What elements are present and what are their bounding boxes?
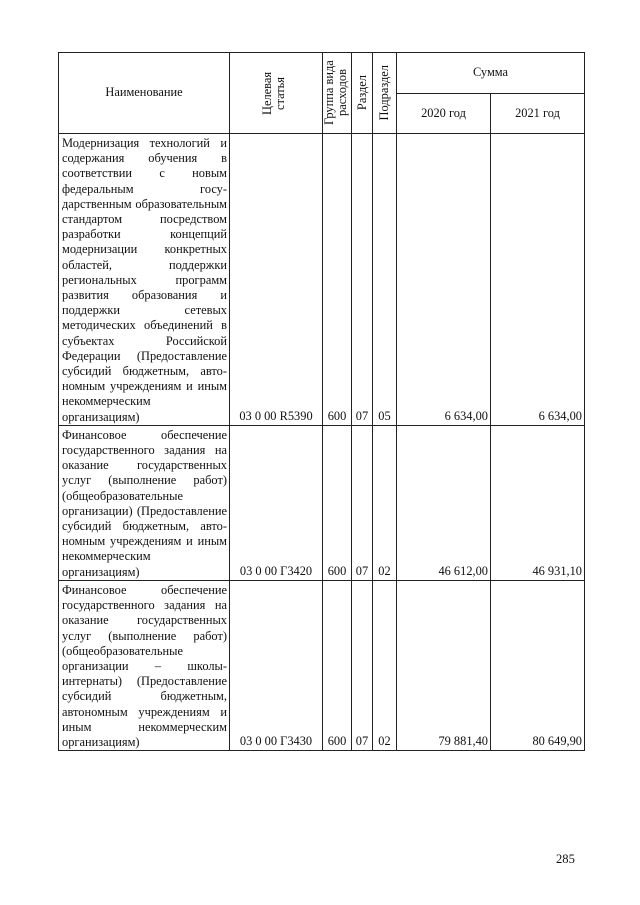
row-sum-2021: 46 931,10 xyxy=(491,425,585,580)
header-year-2021: 2021 год xyxy=(491,94,585,134)
row-target: 03 0 00 Г3430 xyxy=(230,580,323,750)
table-row xyxy=(59,134,585,426)
header-group: Группа вида расходов xyxy=(323,53,352,134)
row-sum-2020: 79 881,40 xyxy=(397,580,491,750)
header-section: Раздел xyxy=(352,53,373,134)
page-number: 285 xyxy=(556,852,575,866)
row-subsection: 02 xyxy=(373,580,397,750)
row-name: Финансовое обеспечение государственного задания на оказание государственных услуг (выполнение работ) (общеобразовательные организации – школы-интернаты) (Предоставление субсидий бюджетным, автономным учреждениям и иным некоммерческим организациям) xyxy=(59,580,230,750)
row-section: 07 xyxy=(352,134,373,426)
row-sum-2020: 46 612,00 xyxy=(397,425,491,580)
row-sum-2020: 6 634,00 xyxy=(397,134,491,426)
table-row xyxy=(59,425,585,580)
header-target: Целевая статья xyxy=(230,53,323,134)
row-sum-2021: 80 649,90 xyxy=(491,580,585,750)
row-group: 600 xyxy=(323,134,352,426)
budget-table xyxy=(58,52,585,751)
table-row xyxy=(59,580,585,750)
row-subsection: 02 xyxy=(373,425,397,580)
budget-table-page xyxy=(58,52,584,751)
row-section: 07 xyxy=(352,580,373,750)
row-subsection: 05 xyxy=(373,134,397,426)
header-name: Наименование xyxy=(59,53,230,134)
row-name: Модернизация технологий и содержания обучения в соответствии с новым федеральным государственным образовательным стандартом посредством разработки концепций модернизации конкретных областей, поддержки региональных программ развития образования и поддержки сетевых методических объединений в субъектах Российской Федерации (Предоставление субсидий бюджетным, автономным учреждениям и иным некоммерческим организациям) xyxy=(59,134,230,426)
header-year-2020: 2020 год xyxy=(397,94,491,134)
header-sum: Сумма xyxy=(397,53,585,94)
row-name: Финансовое обеспечение государственного задания на оказание государственных услуг (выполнение работ) (общеобразовательные организации) (Предоставление субсидий бюджетным, автономным учреждениям и иным некоммерческим организациям) xyxy=(59,425,230,580)
row-group: 600 xyxy=(323,580,352,750)
row-sum-2021: 6 634,00 xyxy=(491,134,585,426)
row-group: 600 xyxy=(323,425,352,580)
header-subsection: Подраздел xyxy=(373,53,397,134)
row-target: 03 0 00 R5390 xyxy=(230,134,323,426)
row-target: 03 0 00 Г3420 xyxy=(230,425,323,580)
row-section: 07 xyxy=(352,425,373,580)
